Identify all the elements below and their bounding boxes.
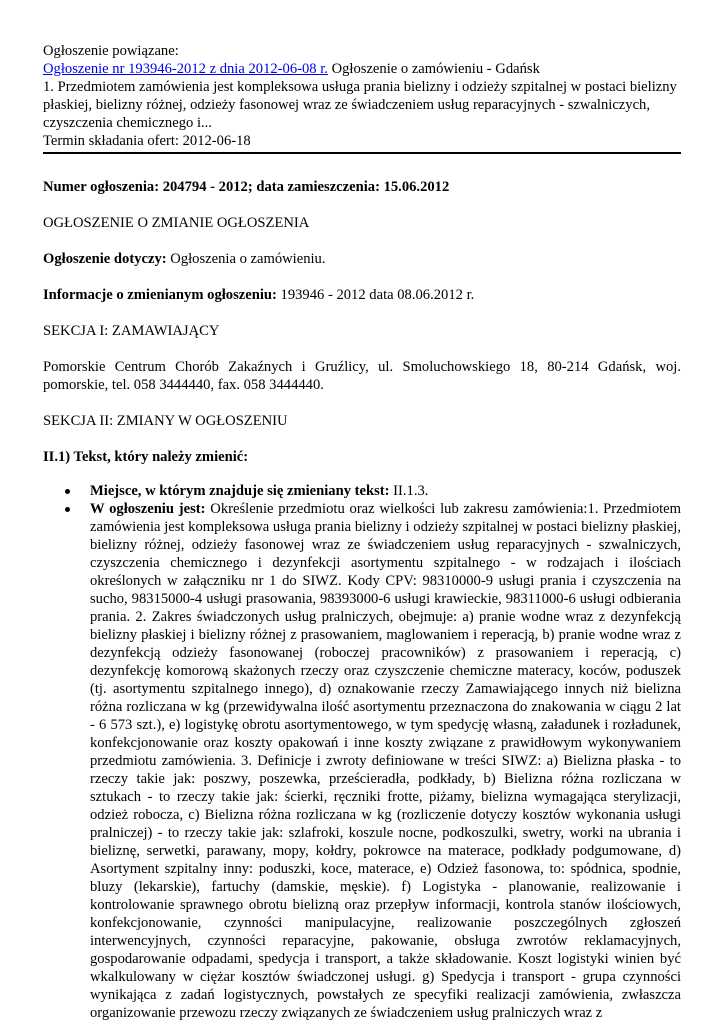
changes-list bbox=[43, 482, 681, 1022]
notice-concerns-label: Ogłoszenie dotyczy: bbox=[43, 251, 167, 267]
related-notice-deadline: Termin składania ofert: 2012-06-18 bbox=[43, 133, 251, 149]
section-1-title: SEKCJA I: ZAMAWIAJĄCY bbox=[43, 323, 220, 339]
section-2-title: SEKCJA II: ZMIANY W OGŁOSZENIU bbox=[43, 413, 288, 429]
current-text-label: W ogłoszeniu jest: bbox=[90, 501, 206, 517]
related-notice-line bbox=[43, 60, 681, 78]
notice-concerns-value: Ogłoszenia o zamówieniu. bbox=[166, 251, 326, 267]
notice-changed-info-label: Informacje o zmienianym ogłoszeniu: bbox=[43, 287, 277, 303]
notice-number-line: Numer ogłoszenia: 204794 - 2012; data zamieszczenia: 15.06.2012 bbox=[43, 179, 450, 195]
notice-concerns bbox=[43, 250, 681, 268]
document-page bbox=[43, 42, 681, 1022]
related-notice-link[interactable]: Ogłoszenie nr 193946-2012 z dnia 2012-06-08 r. bbox=[43, 61, 328, 77]
list-item-change-place bbox=[90, 482, 681, 500]
notice-type: OGŁOSZENIE O ZMIANIE OGŁOSZENIA bbox=[43, 215, 310, 231]
related-notice-link-suffix: Ogłoszenie o zamówieniu - Gdańsk bbox=[327, 61, 540, 77]
list-item-current-text bbox=[90, 500, 681, 1022]
related-notice-heading: Ogłoszenie powiązane: bbox=[43, 43, 179, 59]
change-place-value: II.1.3. bbox=[389, 483, 429, 499]
notice-changed-info-value: 193946 - 2012 data 08.06.2012 r. bbox=[276, 287, 475, 303]
notice-changed-info bbox=[43, 286, 681, 304]
related-notice-summary: 1. Przedmiotem zamówienia jest kompleksowa usługa prania bielizny i odzieży szpitalnej w postaci bielizny płaskiej, bielizny różnej, odzieży fasonowej wraz ze świadczeniem usług reparacyjnych - szwalniczych, czyszczenia chemicznego i... bbox=[43, 79, 677, 131]
current-text-value: Określenie przedmiotu oraz wielkości lub zakresu zamówienia:1. Przedmiotem zamówienia jest kompleksowa usługa prania bielizny i odzieży szpitalnej w postaci bielizny płaskiej, bielizny różnej, odzieży fasonowej wraz ze świadczeniem usług reparacyjnych - szwalniczych, czyszczenia chemicznego i dezynfekcji asortymentu szpitalnego - w rodzajach i ilościach określonych w załączniku nr 1 do SIWZ. Kody CPV: 98310000-9 usługi prania i czyszczenia na sucho, 98315000-4 usługi prasowania, 98393000-6 usługi krawieckie, 98311000-6 usługi odbierania prania. 2. Zakres świadczonych usług pralniczych, obejmuje: a) pranie wodne wraz z dezynfekcją bielizny płaskiej i bielizny różnej z prasowaniem, maglowaniem i reperacją, b) pranie wodne wraz z dezynfekcją odzieży fasonowanej (roboczej pracowników) z prasowaniem i reperacją, c) dezynfekcję komorową skażonych rzeczy oraz czyszczenie chemiczne materacy, koców, poduszek (tj. asortymentu szpitalnego innego), d) oznakowanie rzeczy Zamawiającego innych niż bielizna różna rozliczana w kg (przewidywalna ilość asortymentu przeznaczona do znakowania w ciągu 2 lat - 6 573 szt.), e) logistykę obrotu asortymentowego, w tym spedycję własną, załadunek i rozładunek, konfekcjonowanie oraz koszty opakowań i inne koszty związane z prawidłowym wykonywaniem przedmiotu zamówienia. 3. Definicje i zwroty definiowane w treści SIWZ: a) Bielizna płaska - to rzeczy takie jak: poszwy, poszewka, prześcieradła, podkłady, b) Bielizna różna rozliczana w sztukach - to rzeczy takie jak: ścierki, ręczniki frotte, piżamy, bielizna wymagająca sterylizacji, odzież robocza, c) Bielizna różna rozliczana w kg (rozliczenie dotyczy kosztów wykonania usługi pralniczej) - to rzeczy takie jak: szlafroki, koszule nocne, podkoszulki, swetry, worki na ubrania i bieliznę, serwetki, parawany, mopy, kołdry, pokrowce na materace, podkłady podgumowane, d) Asortyment szpitalny inny: poduszki, koce, materace, e) Odzież fasonowa, to: spódnica, spodnie, bluzy (lekarskie), fartuchy (damskie, męskie). f) Logistyka - planowanie, realizowanie i kontrolowanie sprawnego obrotu bielizną oraz przepływ informacji, kontrola stanów ilościowych, konfekcjonowanie, czynności manipulacyjne, realizowanie poszczególnych zgłoszeń interwencyjnych, czynności reparacyjne, pakowanie, obsługa zwrotów reklamacyjnych, gospodarowanie odpadami, spedycja i transport, a także składowanie. Koszt logistyki winien być wkalkulowany w ciężar kosztów świadczonej usługi. g) Spedycja i transport - grupa czynności wynikająca z zadań logistycznych, powstałych ze specyfiki realizacji zamówienia, zwłaszcza organizowanie przewozu rzeczy związanych ze świadczeniem usług pralniczych wraz z bbox=[90, 501, 681, 1021]
change-place-label: Miejsce, w którym znajduje się zmieniany tekst: bbox=[90, 483, 390, 499]
section-2-subheading: II.1) Tekst, który należy zmienić: bbox=[43, 449, 249, 465]
horizontal-divider bbox=[43, 152, 681, 154]
section-1-body: Pomorskie Centrum Chorób Zakaźnych i Gruźlicy, ul. Smoluchowskiego 18, 80-214 Gdańsk, woj. pomorskie, tel. 058 3444440, fax. 058 3444440. bbox=[43, 359, 681, 393]
